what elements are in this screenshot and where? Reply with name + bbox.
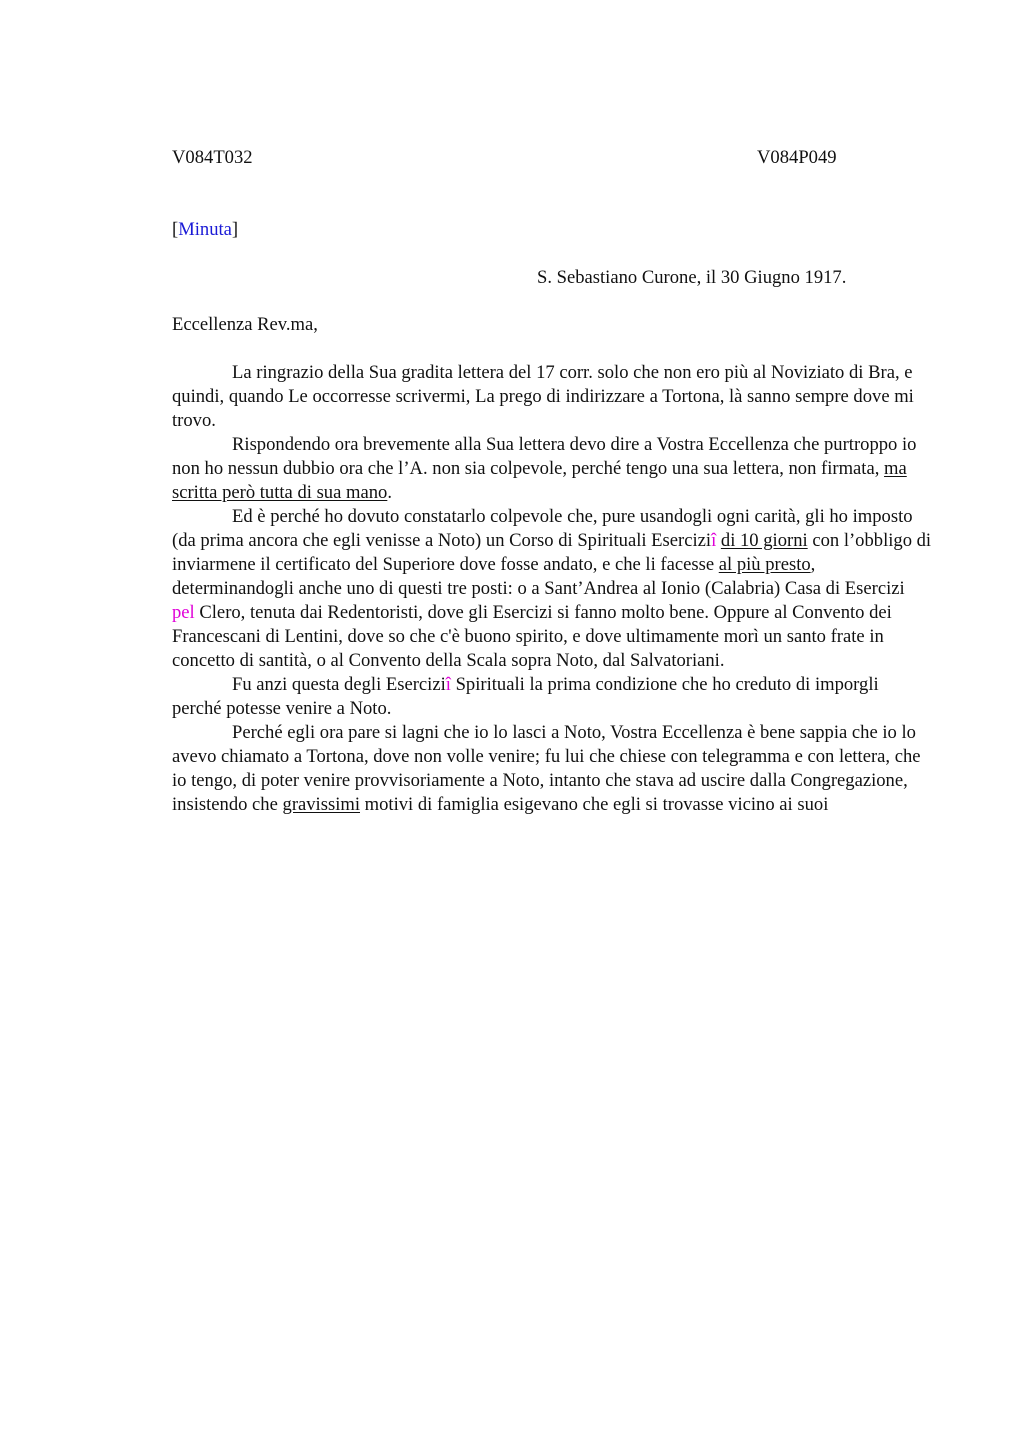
minuta-open-bracket: [ [172, 219, 179, 240]
annotation-mark: î [445, 674, 451, 695]
paragraph-2-text-end: . [387, 482, 392, 503]
paragraph-4-text-2: Spirituali la prima condizione che ho creduto di imporgli perché potesse venire a Noto. [172, 674, 879, 719]
minuta-label [172, 218, 238, 242]
paragraph-3 [172, 505, 932, 673]
underlined-phrase: di 10 giorni [720, 530, 808, 551]
paragraph-2-text: Rispondendo ora brevemente alla Sua lettera devo dire a Vostra Eccellenza che purtroppo io non ho nessun dubbio ora che l’A. non sia colpevole, perché tengo una sua lettera, non firmata, [172, 434, 917, 479]
paragraph-3-text-4: Clero, tenuta dai Redentoristi, dove gli Esercizi si fanno molto bene. Oppure al Convento dei Francescani di Lentini, dove so che c'è buono spirito, e dove ultimamente morì un santo frate in concetto di santità, o al Convento della Scala sopra Noto, dal Salvatoriani. [172, 602, 892, 671]
paragraph-3-text: Ed è perché ho dovuto constatarlo colpevole che, pure usandogli ogni carità, gli ho imposto (da prima ancora che egli venisse a Noto) un Corso di Spirituali Esercizi [172, 506, 913, 551]
date-line: S. Sebastiano Curone, il 30 Giugno 1917. [537, 267, 847, 288]
paragraph-4 [172, 673, 932, 721]
annotation-word: pel [172, 602, 195, 623]
paragraph-5-text-2: motivi di famiglia esigevano che egli si trovasse vicino ai suoi [360, 794, 829, 815]
paragraph-4-text: Fu anzi questa degli Esercizi [232, 674, 446, 695]
underlined-phrase: al più presto [718, 554, 811, 575]
underlined-phrase: ma scritta però tutta di sua mano [172, 458, 907, 503]
document-code-right: V084P049 [757, 147, 837, 168]
annotation-mark: î [711, 530, 717, 551]
paragraph-3-text-2: con l’obbligo di inviarmene il certificato del Superiore dove fosse andato, e che li facesse [172, 530, 932, 575]
paragraph-1 [172, 361, 932, 433]
letter-body [172, 361, 932, 817]
minuta-close-bracket: ] [231, 219, 239, 240]
underlined-phrase: gravissimi [282, 794, 360, 815]
paragraph-2 [172, 433, 932, 505]
paragraph-3-text-3: , determinandogli anche uno di questi tre posti: o a Sant’Andrea al Ionio (Calabria) Casa di Esercizi [172, 554, 905, 599]
paragraph-5 [172, 721, 932, 817]
minuta-word: Minuta [178, 219, 232, 240]
paragraph-5-text: Perché egli ora pare si lagni che io lo lasci a Noto, Vostra Eccellenza è bene sappia che io lo avevo chiamato a Tortona, dove non volle venire; fu lui che chiese con telegramma e con lettera, che io tengo, di poter venire provvisoriamente a Noto, intanto che stava ad uscire dalla Congregazione, insistendo che [172, 722, 921, 815]
paragraph-1-text: La ringrazio della Sua gradita lettera del 17 corr. solo che non ero più al Noviziato di Bra, e quindi, quando Le occorresse scrivermi, La prego di indirizzare a Tortona, là sanno sempre dove mi trovo. [172, 362, 914, 431]
salutation: Eccellenza Rev.ma, [172, 314, 318, 335]
document-code-left: V084T032 [172, 147, 253, 168]
